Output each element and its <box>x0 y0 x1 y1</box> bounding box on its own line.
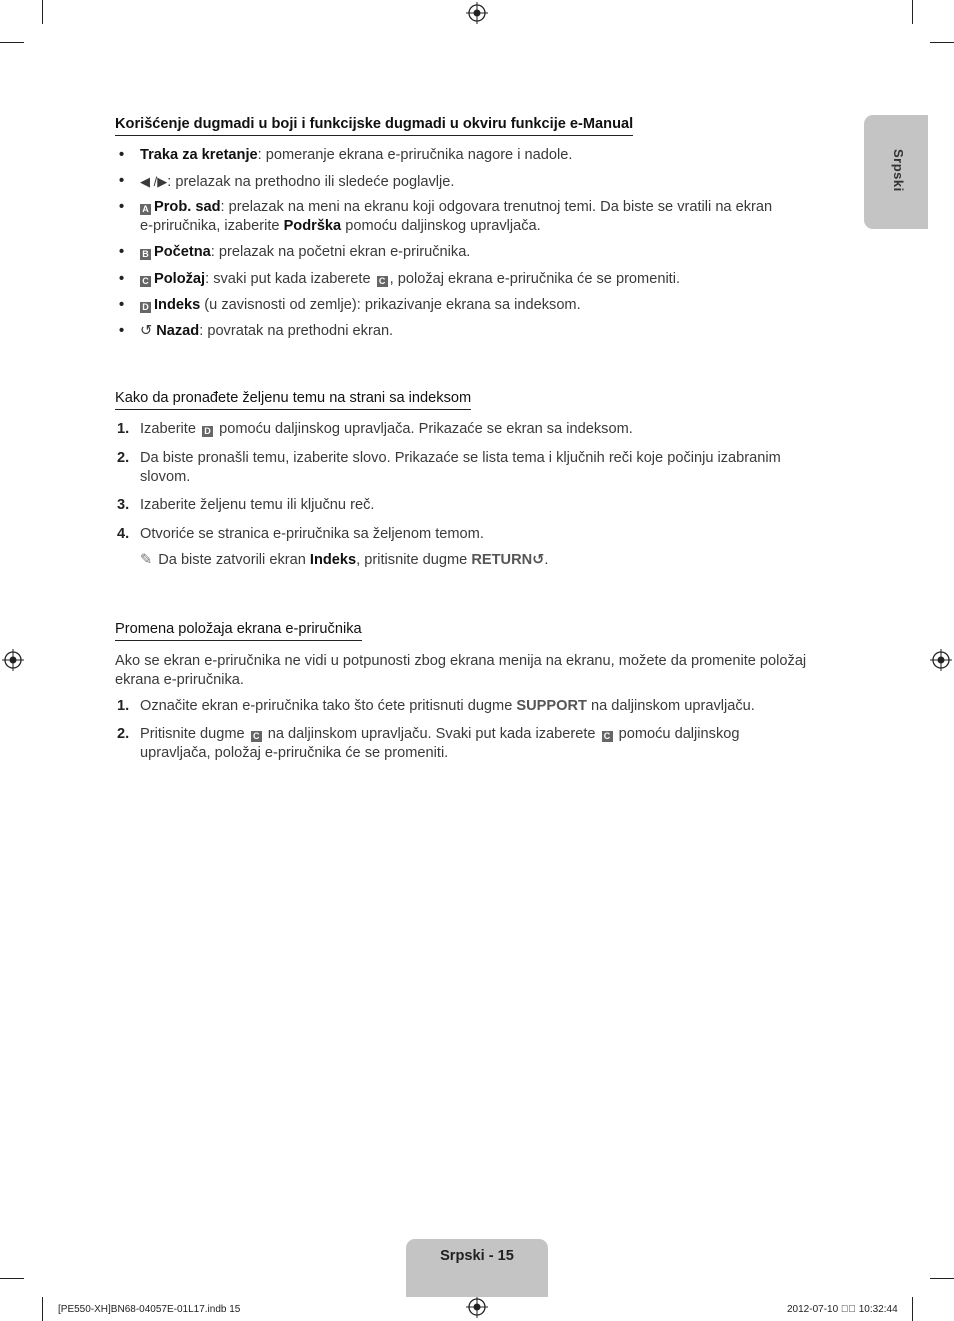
crop-mark <box>912 1297 913 1321</box>
c-button-icon: C <box>140 276 151 287</box>
page-number: Srpski - 15 <box>440 1248 514 1264</box>
side-tab-label: Srpski <box>891 149 906 192</box>
d-button-icon: D <box>202 426 213 437</box>
page-number-tab <box>406 1239 548 1297</box>
language-side-tab <box>864 115 928 229</box>
crop-mark <box>930 42 954 43</box>
file-slug: [PE550-XH]BN68-04057E-01L17.indb 15 <box>58 1304 241 1315</box>
crop-mark <box>912 0 913 24</box>
crop-mark <box>42 0 43 24</box>
note: ✎ Da biste zatvorili ekran Indeks, pritisnite dugme RETURN↺. <box>140 552 549 568</box>
section-heading-index: Kako da pronađete željenu temu na strani sa indeksom <box>115 389 471 410</box>
crop-mark <box>0 1278 24 1279</box>
d-button-icon: D <box>140 302 151 313</box>
section-heading-buttons: Korišćenje dugmadi u boji i funkcijske dugmadi u okviru funkcije e-Manual <box>115 115 633 136</box>
section-heading-position: Promena položaja ekrana e-priručnika <box>115 620 362 641</box>
date-slug: 2012-07-10 ￿￿ 10:32:44 <box>787 1304 898 1315</box>
b-button-icon: B <box>140 249 151 260</box>
pencil-note-icon: ✎ <box>140 552 153 568</box>
registration-mark-icon <box>930 649 952 671</box>
return-icon: ↺ <box>140 323 153 339</box>
registration-mark-icon <box>2 649 24 671</box>
crop-mark <box>42 1297 43 1321</box>
crop-mark <box>930 1278 954 1279</box>
registration-mark-icon <box>466 1296 488 1318</box>
c-button-icon: C <box>251 731 262 742</box>
registration-mark-icon <box>466 2 488 24</box>
a-button-icon: A <box>140 204 151 215</box>
c-button-icon: C <box>377 276 388 287</box>
intro-paragraph: Ako se ekran e-priručnika ne vidi u potpunosti zbog ekrana menija na ekranu, možete da promenite položaj ekrana e-priručnika. <box>115 653 807 688</box>
c-button-icon: C <box>602 731 613 742</box>
crop-mark <box>0 42 24 43</box>
arrow-left-right-icon: ◀ /▶ <box>140 174 168 189</box>
